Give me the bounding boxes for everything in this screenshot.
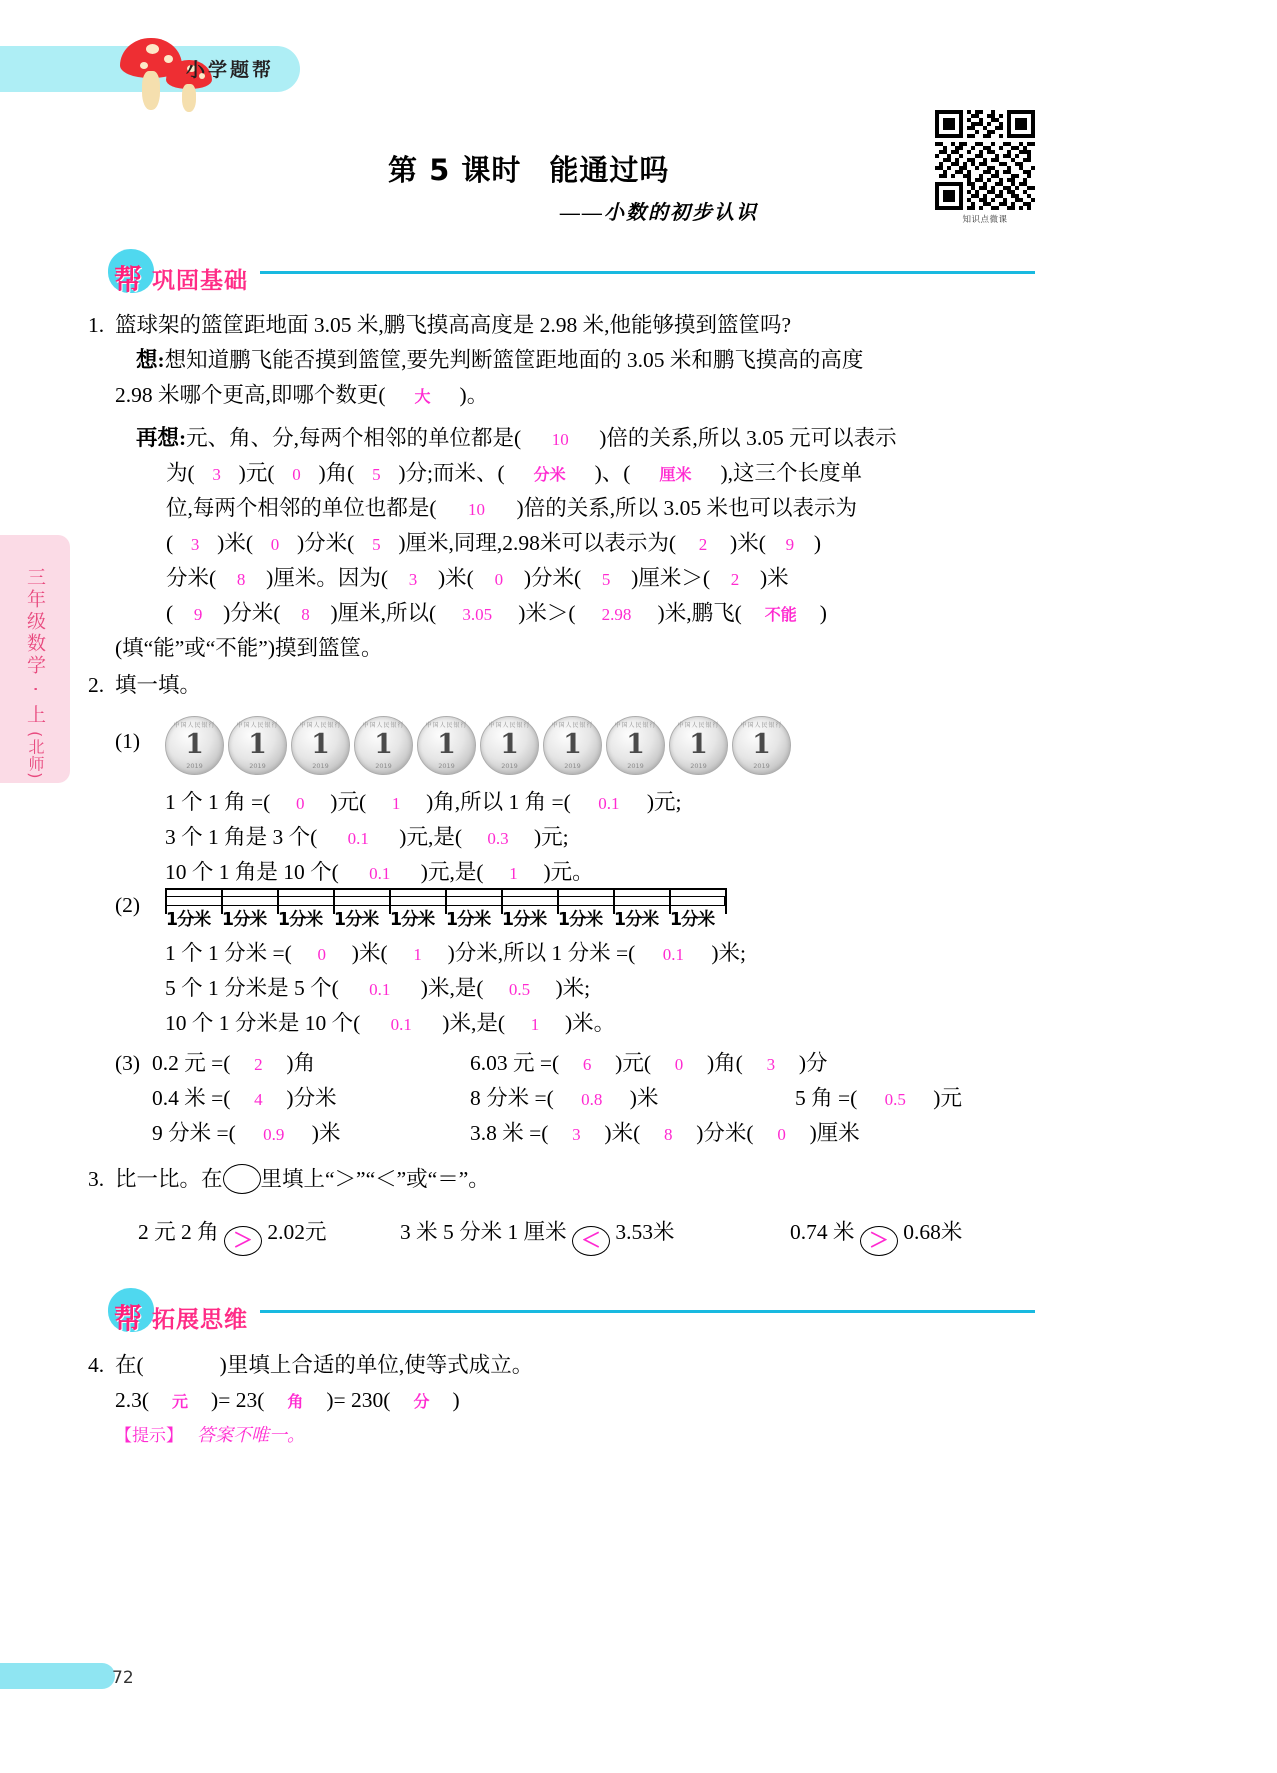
q1-r2-f: ),这三个长度单 bbox=[720, 461, 862, 485]
q3-item3-left: 0.74 米 bbox=[790, 1220, 855, 1244]
coin-year: 2019 bbox=[438, 762, 455, 770]
q2-answer-s3r1c2-1[interactable]: 6 bbox=[582, 1055, 592, 1074]
q2-answer-s2l3-2[interactable]: 1 bbox=[530, 1015, 540, 1034]
q2-answer-s2l3-1[interactable]: 0.1 bbox=[390, 1015, 412, 1034]
q1-answer-bigger[interactable]: 大 bbox=[414, 387, 431, 406]
coin-year: 2019 bbox=[375, 762, 392, 770]
coin-face-value: 1 bbox=[752, 729, 771, 760]
q1-answer-r4-2[interactable]: 0 bbox=[270, 535, 280, 554]
q2-s3-r1c2 bbox=[470, 1046, 828, 1082]
section-rule-2 bbox=[260, 1310, 1035, 1313]
sidebar-tab bbox=[0, 535, 70, 783]
q2-s2l1-d: )米; bbox=[711, 941, 746, 965]
ruler-segment-label: 1分米 bbox=[333, 910, 379, 930]
ruler-segment-label: 1分米 bbox=[669, 910, 715, 930]
ruler-segment-label: 1分米 bbox=[501, 910, 547, 930]
q1-r4-c: )分米( bbox=[297, 531, 355, 555]
q1-answer-r4-3[interactable]: 5 bbox=[372, 535, 381, 554]
coin-bank-text: 中国人民银行 bbox=[299, 722, 342, 729]
q2-s1l2-a: 3 个 1 角是 3 个( bbox=[165, 825, 318, 849]
q2-s2-line2 bbox=[165, 971, 590, 1007]
q2-answer-s1l1-1[interactable]: 0 bbox=[296, 794, 305, 813]
coin-bank-text: 中国人民银行 bbox=[236, 722, 279, 729]
q4-hint-text: 答案不唯一。 bbox=[197, 1425, 305, 1445]
q1-r4-b: )米( bbox=[217, 531, 253, 555]
q2-s3r2c2-a: 8 分米 =( bbox=[470, 1086, 554, 1110]
q1-think-line1: 想知道鹏飞能否摸到篮筐,要先判断篮筐距地面的 3.05 米和鹏飞摸高的高度 bbox=[164, 348, 864, 372]
q1-number: 1. bbox=[88, 313, 105, 337]
q3-item1-operator[interactable]: ＞ bbox=[224, 1226, 262, 1256]
q1-r2-e: )、( bbox=[594, 461, 631, 485]
q1-rethink-row7: (填“能”或“不能”)摸到篮筐。 bbox=[115, 636, 383, 660]
q1-think-row bbox=[136, 343, 863, 378]
q2-answer-s2l1-3[interactable]: 0.1 bbox=[662, 945, 684, 964]
q1-r1-pre: 元、角、分,每两个相邻的单位都是( bbox=[186, 426, 522, 450]
q1-r5-f: )米 bbox=[759, 566, 789, 590]
coin-year: 2019 bbox=[186, 762, 203, 770]
q1-r5-d: )分米( bbox=[523, 566, 582, 590]
q2-s2l1-c: )分米,所以 1 分米 =( bbox=[447, 941, 636, 965]
coin-year: 2019 bbox=[312, 762, 329, 770]
q1-r4-e: )米( bbox=[730, 531, 766, 555]
q1-r4-d: )厘米,同理,2.98米可以表示为( bbox=[398, 531, 677, 555]
q2-s2l3-c: )米。 bbox=[565, 1011, 616, 1035]
q2-stem: 填一填。 bbox=[115, 673, 202, 697]
coin-bank-text: 中国人民银行 bbox=[425, 722, 468, 729]
q2-s3r1c2-c: )角( bbox=[707, 1051, 743, 1075]
coin-1-jiao bbox=[354, 716, 413, 775]
coin-face-value: 1 bbox=[311, 729, 330, 760]
q4-answer-1[interactable]: 元 bbox=[172, 1392, 189, 1411]
q2-answer-s3r3c2-1[interactable]: 3 bbox=[572, 1125, 581, 1144]
q2-answer-s1l3-1[interactable]: 0.1 bbox=[369, 864, 391, 883]
q2-s3r3c2-c: )分米( bbox=[696, 1121, 754, 1145]
q2-s3r1c1-b: )角 bbox=[286, 1051, 316, 1075]
q2-s3r1c2-b: )元( bbox=[615, 1051, 651, 1075]
q1-answer-r5-2[interactable]: 3 bbox=[408, 570, 418, 589]
q3-item-3 bbox=[790, 1215, 962, 1256]
q4-stem-a: 在( bbox=[115, 1353, 144, 1377]
brand-title: 小学题帮 bbox=[186, 59, 275, 81]
coin-face-value: 1 bbox=[689, 729, 708, 760]
q3-item-1 bbox=[138, 1215, 327, 1256]
q2-s1-line2 bbox=[165, 820, 569, 856]
q1-rethink-row3 bbox=[166, 491, 857, 527]
q3-item2-operator[interactable]: ＜ bbox=[572, 1226, 610, 1256]
q1-r1-post: )倍的关系,所以 3.05 元可以表示 bbox=[599, 426, 897, 450]
ruler-segment-label: 1分米 bbox=[445, 910, 491, 930]
q1-answer-r1[interactable]: 10 bbox=[551, 430, 569, 449]
q3-stem-b: 里填上“＞”“＜”或“＝”。 bbox=[260, 1167, 490, 1191]
q2-s3r3c1-a: 9 分米 =( bbox=[152, 1121, 236, 1145]
q2-s1l3-c: )元。 bbox=[543, 860, 594, 884]
q3-number: 3. bbox=[88, 1167, 105, 1191]
q2-s3r1c2-d: )分 bbox=[798, 1051, 828, 1075]
q1-think-row2 bbox=[115, 378, 488, 414]
q1-rethink-row6 bbox=[166, 596, 827, 632]
q2-s3r2c2-b: )米 bbox=[629, 1086, 659, 1110]
q4-stem bbox=[115, 1348, 533, 1383]
coin-year: 2019 bbox=[690, 762, 707, 770]
q4-number: 4. bbox=[88, 1353, 105, 1377]
q2-answer-s3r1c1[interactable]: 2 bbox=[254, 1055, 263, 1074]
q2-answer-s2l2-2[interactable]: 0.5 bbox=[508, 980, 531, 999]
q1-answer-r6-3[interactable]: 3.05 bbox=[462, 605, 493, 624]
q2-s3r3c2-b: )米( bbox=[604, 1121, 641, 1145]
q2-answer-s1l1-2[interactable]: 1 bbox=[391, 794, 401, 813]
q1-answer-r2-1[interactable]: 3 bbox=[212, 465, 221, 484]
q1-answer-r6-2[interactable]: 8 bbox=[301, 605, 310, 624]
q2-s1l1-d: )元; bbox=[646, 790, 682, 814]
q1-rethink-row5 bbox=[166, 561, 789, 597]
q1-r4-f: ) bbox=[813, 531, 822, 555]
q1-answer-r6-4[interactable]: 2.98 bbox=[601, 605, 632, 624]
q2-s3-r1c1 bbox=[152, 1046, 315, 1082]
section-header-extension bbox=[100, 1288, 1035, 1335]
coin-year: 2019 bbox=[753, 762, 770, 770]
q2-s2l3-b: )米,是( bbox=[442, 1011, 505, 1035]
q2-s3-r3c1 bbox=[152, 1116, 340, 1152]
q2-sub3-marker: (3) bbox=[115, 1051, 141, 1075]
q3-item3-operator[interactable]: ＞ bbox=[860, 1226, 898, 1256]
q2-s3r3c1-b: )米 bbox=[311, 1121, 341, 1145]
lesson-name: 能通过吗 bbox=[549, 153, 670, 187]
page-subtitle: ——小数的初步认识 bbox=[560, 202, 758, 224]
lesson-number: 第 5 课时 bbox=[388, 153, 522, 187]
q3-stem-a: 比一比。在 bbox=[115, 1167, 223, 1191]
coin-1-jiao bbox=[669, 716, 728, 775]
q2-s2l1-a: 1 个 1 分米 =( bbox=[165, 941, 292, 965]
coin-1-jiao bbox=[732, 716, 791, 775]
q2-s1l2-b: )元,是( bbox=[399, 825, 462, 849]
q2-s3r2c3-b: )元 bbox=[933, 1086, 962, 1110]
q1-rethink-row2 bbox=[166, 456, 862, 492]
q2-answer-s2l1-1[interactable]: 0 bbox=[317, 945, 327, 964]
coin-1-jiao bbox=[165, 716, 224, 775]
section-label: 巩固基础 bbox=[152, 268, 248, 294]
q1-rethink-row4 bbox=[166, 526, 821, 562]
q1-r6-c: )厘米,所以( bbox=[330, 601, 437, 625]
q3-item1-left: 2 元 2 角 bbox=[138, 1220, 219, 1244]
q2-s2l2-b: )米,是( bbox=[420, 976, 484, 1000]
q1-r2-b: )元( bbox=[238, 461, 275, 485]
q1-r2-c: )角( bbox=[318, 461, 355, 485]
coin-row bbox=[165, 716, 791, 775]
qr-caption: 知识点微课 bbox=[962, 215, 1008, 225]
q1-answer-r2-2[interactable]: 0 bbox=[292, 465, 301, 484]
q3-stem-circle bbox=[223, 1164, 261, 1194]
q1-r6-f: ) bbox=[819, 601, 827, 625]
q1-answer-r2-4[interactable]: 分米 bbox=[533, 465, 566, 484]
q2-sub2-marker: (2) bbox=[115, 893, 141, 917]
q4-hint bbox=[115, 1418, 305, 1454]
coin-1-jiao bbox=[543, 716, 602, 775]
qr-code-icon[interactable] bbox=[935, 110, 1035, 210]
q4-eq-a: 2.3( bbox=[115, 1388, 150, 1412]
q2-answer-s1l2-1[interactable]: 0.1 bbox=[347, 829, 369, 848]
section-badge-char-2: 帮 bbox=[114, 1302, 143, 1335]
section-rule bbox=[260, 271, 1035, 274]
q1-r6-e: )米,鹏飞( bbox=[657, 601, 742, 625]
q1-r2-a: 为( bbox=[166, 461, 195, 485]
q2-answer-s1l2-2[interactable]: 0.3 bbox=[487, 829, 509, 848]
q1-answer-r6-1[interactable]: 9 bbox=[193, 605, 203, 624]
q2-s3-r2c3 bbox=[795, 1081, 962, 1117]
q1-rethink-row1 bbox=[136, 421, 897, 457]
q3-stem bbox=[115, 1162, 490, 1197]
q2-s1-line3 bbox=[165, 855, 594, 891]
coin-face-value: 1 bbox=[626, 729, 645, 760]
q2-answer-s3r2c3[interactable]: 0.5 bbox=[884, 1090, 906, 1109]
sidebar-grade-subject: 三年级数学 · 上 bbox=[24, 567, 46, 727]
coin-1-jiao bbox=[417, 716, 476, 775]
q3-item2-left: 3 米 5 分米 1 厘米 bbox=[400, 1220, 567, 1244]
section-header-foundation bbox=[100, 249, 1035, 296]
coin-1-jiao bbox=[606, 716, 665, 775]
ruler-segment-label: 1分米 bbox=[277, 910, 323, 930]
q2-answer-s3r3c2-2[interactable]: 8 bbox=[664, 1125, 673, 1144]
q4-eq-d: ) bbox=[452, 1388, 460, 1412]
q1-r3-b: )倍的关系,所以 3.05 米也可以表示为 bbox=[516, 496, 857, 520]
coin-1-jiao bbox=[480, 716, 539, 775]
coin-face-value: 1 bbox=[374, 729, 393, 760]
q1-answer-r3[interactable]: 10 bbox=[468, 500, 486, 519]
q2-s3r1c1-a: 0.2 元 =( bbox=[152, 1051, 231, 1075]
q1-answer-r5-5[interactable]: 2 bbox=[730, 570, 740, 589]
footer-bar bbox=[0, 1663, 115, 1689]
q1-answer-r5-1[interactable]: 8 bbox=[236, 570, 246, 589]
q2-s3r3c2-a: 3.8 米 =( bbox=[470, 1121, 549, 1145]
q1-r2-d: )分;而米、( bbox=[398, 461, 505, 485]
q2-s1l1-a: 1 个 1 角 =( bbox=[165, 790, 271, 814]
q4-eq-b: )= 23( bbox=[211, 1388, 265, 1412]
q2-s1l3-a: 10 个 1 角是 10 个( bbox=[165, 860, 339, 884]
coin-bank-text: 中国人民银行 bbox=[551, 722, 594, 729]
q2-s3-r3c2 bbox=[470, 1116, 860, 1152]
q1-answer-r4-1[interactable]: 3 bbox=[190, 535, 200, 554]
ruler-segment-labels bbox=[160, 906, 720, 931]
section-badge-char: 帮 bbox=[114, 263, 143, 296]
q2-s1-line1 bbox=[165, 785, 681, 821]
q1-stem: 篮球架的篮筐距地面 3.05 米,鹏飞摸高高度是 2.98 米,他能够摸到篮筐吗? bbox=[115, 313, 792, 337]
q3-item1-right: 2.02元 bbox=[267, 1220, 327, 1244]
q1-answer-r2-5[interactable]: 厘米 bbox=[659, 465, 692, 484]
coin-year: 2019 bbox=[564, 762, 581, 770]
coin-face-value: 1 bbox=[563, 729, 582, 760]
q1-r4-a: ( bbox=[166, 531, 174, 555]
q2-answer-s3r2c1[interactable]: 4 bbox=[254, 1090, 263, 1109]
q4-stem-b: )里填上合适的单位,使等式成立。 bbox=[219, 1353, 534, 1377]
q2-answer-s2l1-2[interactable]: 1 bbox=[413, 945, 422, 964]
sidebar-publisher: (北师) bbox=[26, 731, 45, 780]
q2-s3r3c2-d: )厘米 bbox=[809, 1121, 860, 1145]
coin-bank-text: 中国人民银行 bbox=[173, 722, 216, 729]
q2-s3r2c3-a: 5 角 =( bbox=[795, 1086, 858, 1110]
coin-bank-text: 中国人民银行 bbox=[362, 722, 405, 729]
q2-answer-s2l2-1[interactable]: 0.1 bbox=[369, 980, 391, 999]
q2-s1l2-c: )元; bbox=[534, 825, 569, 849]
qr-code-block[interactable] bbox=[935, 110, 1035, 225]
q2-s2-line3 bbox=[165, 1006, 615, 1042]
coin-1-jiao bbox=[291, 716, 350, 775]
q3-item3-right: 0.68米 bbox=[903, 1220, 963, 1244]
coin-face-value: 1 bbox=[500, 729, 519, 760]
coin-face-value: 1 bbox=[437, 729, 456, 760]
ruler-tick bbox=[725, 888, 727, 914]
q2-s1l1-b: )元( bbox=[330, 790, 367, 814]
coin-bank-text: 中国人民银行 bbox=[740, 722, 783, 729]
q1-r3-a: 位,每两个相邻的单位也都是( bbox=[166, 496, 437, 520]
q2-answer-s3r1c2-3[interactable]: 3 bbox=[766, 1055, 776, 1074]
q2-s2l3-a: 10 个 1 分米是 10 个( bbox=[165, 1011, 361, 1035]
q4-eq-c: )= 230( bbox=[326, 1388, 391, 1412]
q1-answer-r2-3[interactable]: 5 bbox=[372, 465, 381, 484]
q1-answer-r6-5[interactable]: 不能 bbox=[764, 605, 797, 624]
q4-answer-3[interactable]: 分 bbox=[413, 1392, 430, 1411]
q2-s2l2-c: )米; bbox=[555, 976, 591, 1000]
q2-s2l2-a: 5 个 1 分米是 5 个( bbox=[165, 976, 339, 1000]
q2-answer-s3r3c2-3[interactable]: 0 bbox=[777, 1125, 786, 1144]
q1-think-l2-pre: 2.98 米哪个更高,即哪个数更( bbox=[115, 383, 386, 407]
q4-hint-label: 【提示】 bbox=[115, 1426, 183, 1446]
coin-bank-text: 中国人民银行 bbox=[488, 722, 531, 729]
q1-r5-a: 分米( bbox=[166, 566, 217, 590]
q2-s3-r2c1 bbox=[152, 1081, 337, 1117]
ruler-segment-label: 1分米 bbox=[221, 910, 267, 930]
coin-face-value: 1 bbox=[185, 729, 204, 760]
coin-bank-text: 中国人民银行 bbox=[677, 722, 720, 729]
q1-r5-c: )米( bbox=[438, 566, 474, 590]
q2-s2-line1 bbox=[165, 936, 746, 972]
q1-r6-d: )米＞( bbox=[518, 601, 576, 625]
q1-answer-r4-5[interactable]: 9 bbox=[785, 535, 795, 554]
q1-answer-r5-3[interactable]: 0 bbox=[494, 570, 504, 589]
q2-number: 2. bbox=[88, 673, 105, 697]
q1-answer-r4-4[interactable]: 2 bbox=[698, 535, 708, 554]
q1-think-l2-post: )。 bbox=[459, 383, 489, 407]
q2-sub1-marker: (1) bbox=[115, 729, 141, 753]
q2-s1l3-b: )元,是( bbox=[420, 860, 484, 884]
ruler-segment-label: 1分米 bbox=[613, 910, 659, 930]
q1-r6-b: )分米( bbox=[223, 601, 281, 625]
ruler-segment-label: 1分米 bbox=[165, 910, 211, 930]
q4-equation bbox=[115, 1383, 460, 1419]
q1-answer-r5-4[interactable]: 5 bbox=[601, 570, 611, 589]
q1-r6-a: ( bbox=[166, 601, 174, 625]
q1-rethink-label: 再想: bbox=[136, 426, 187, 450]
ruler-segment-label: 1分米 bbox=[389, 910, 435, 930]
q1-r5-b: )厘米。因为( bbox=[266, 566, 388, 590]
q4-answer-2[interactable]: 角 bbox=[287, 1392, 304, 1411]
q2-answer-s3r1c2-2[interactable]: 0 bbox=[674, 1055, 684, 1074]
section-label-2: 拓展思维 bbox=[152, 1307, 248, 1333]
q1-think-label: 想: bbox=[136, 348, 165, 372]
q2-s3r1c2-a: 6.03 元 =( bbox=[470, 1051, 560, 1075]
q2-s3r2c1-a: 0.4 米 =( bbox=[152, 1086, 231, 1110]
q3-item-2 bbox=[400, 1215, 675, 1256]
coin-year: 2019 bbox=[501, 762, 518, 770]
coin-bank-text: 中国人民银行 bbox=[614, 722, 657, 729]
page-number: 72 bbox=[112, 1668, 134, 1688]
q1-r5-e: )厘米＞( bbox=[631, 566, 710, 590]
coin-year: 2019 bbox=[249, 762, 266, 770]
coin-face-value: 1 bbox=[248, 729, 267, 760]
q2-answer-s3r3c1[interactable]: 0.9 bbox=[263, 1125, 285, 1144]
q2-answer-s3r2c2[interactable]: 0.8 bbox=[581, 1090, 603, 1109]
ruler-segment-label: 1分米 bbox=[557, 910, 603, 930]
coin-1-jiao bbox=[228, 716, 287, 775]
q3-item2-right: 3.53米 bbox=[615, 1220, 675, 1244]
q2-answer-s1l1-3[interactable]: 0.1 bbox=[598, 794, 620, 813]
q2-answer-s1l3-2[interactable]: 1 bbox=[509, 864, 518, 883]
page-title bbox=[388, 148, 669, 189]
q2-s3-r2c2 bbox=[470, 1081, 658, 1117]
q2-s3r2c1-b: )分米 bbox=[286, 1086, 337, 1110]
coin-year: 2019 bbox=[627, 762, 644, 770]
q2-s1l1-c: )角,所以 1 角 =( bbox=[426, 790, 571, 814]
q2-s2l1-b: )米( bbox=[351, 941, 388, 965]
